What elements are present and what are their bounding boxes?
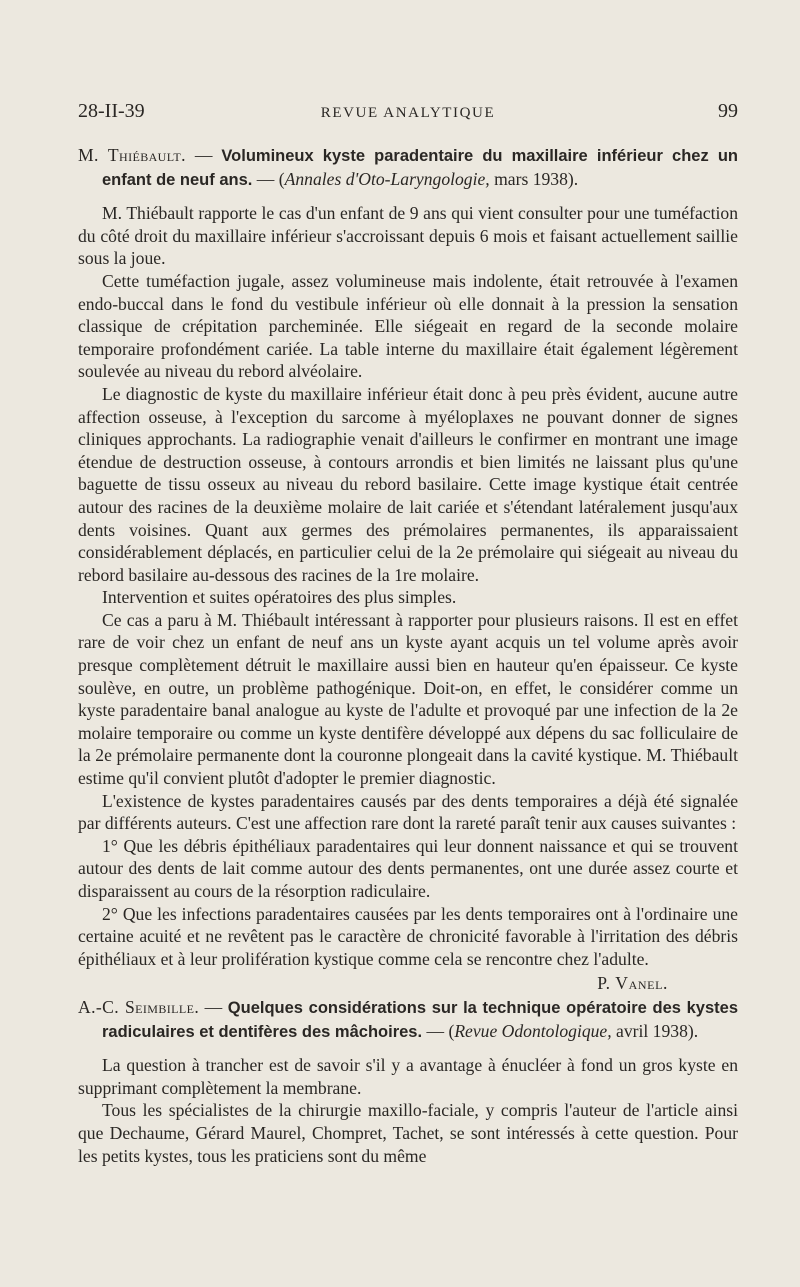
article-thiebault [78,144,738,995]
source-journal: Revue Odontologique, [454,1020,612,1041]
article-title: Volumineux kyste paradentaire du maxillaire inférieur chez un enfant de neuf ans. [102,147,738,189]
paragraph: Tous les spécialistes de la chirurgie maxillo-faciale, y compris l'auteur de l'article ainsi que Dechaume, Gérard Maurel, Chompret, Tachet, se sont intéressés à cette question. Pour les petits kystes, tous les praticiens sont du même [78,1100,738,1166]
reviewer-signature [78,972,738,995]
article-author: M. Thiébault. [78,145,186,165]
paragraph: Le diagnostic de kyste du maxillaire inférieur était donc à peu près évident, aucune autre affection osseuse, à l'exception du sarcome à myéloplaxes ne pouvant donner de signes cliniques approchants. La radiographie venait d'ailleurs le confirmer en montrant une image étendue de destruction osseuse, à contours arrondis et bien limités ne laissant plus qu'une baguette de tissu osseux au niveau du rebord basilaire. Cette image kystique était centrée autour des racines de la deuxième molaire de lait cariée et s'étendant latéralement jusqu'aux dents voisines. Quant aux germes des prémolaires permanentes, ils apparaissaient considérablement déplacés, en particulier celui de la 2e prémolaire qui siégeait au niveau du rebord basilaire au-dessous des racines de la 1re molaire. [78,383,738,585]
paragraph: Ce cas a paru à M. Thiébault intéressant à rapporter pour plusieurs raisons. Il est en effet rare de voir chez un enfant de neuf ans un kyste ayant acquis un tel volume après avoir presque complètement détruit le maxillaire aussi bien en hauteur qu'en épaisseur. Ce kyste soulève, en outre, un problème pathogénique. Doit-on, en effet, le considérer comme un kyste paradentaire banal analogue au kyste de l'adulte et provoqué par une infection de la 2e molaire temporaire ou comme un kyste dentifère développé aux dépens du sac folliculaire de la 2e prémolaire permanente dont la couronne plongeait dans la cavité kystique. M. Thiébault estime qu'il convient plutôt d'adopter le premier diagnostic. [78,609,738,789]
source-date: mars 1938). [489,168,579,189]
paragraph: La question à trancher est de savoir s'il y a avantage à énucléer à fond un gros kyste en supprimant complètement la membrane. [78,1055,738,1098]
article-author: A.-C. Seimbille. [78,997,200,1017]
heading-dash: — ( [252,168,285,189]
issue-date: 28-II-39 [78,100,145,122]
heading-dash: — ( [422,1020,455,1041]
journal-section-title: REVUE ANALYTIQUE [320,105,496,121]
heading-dash: — [185,145,222,165]
source-date: avril 1938). [611,1020,699,1041]
source-journal: Annales d'Oto-Laryngologie, [284,168,490,189]
article-heading [78,144,738,191]
page-number: 99 [718,100,738,122]
paragraph: Cette tuméfaction jugale, assez volumineuse mais indolente, était retrouvée à l'examen endo-buccal dans le fond du vestibule inférieur où elle donnait à la pression la sensation classique de crépitation parcheminée. Elle siégeait en regard de la seconde molaire temporaire profondément cariée. La table interne du maxillaire était également légèrement soulevée au niveau du rebord alvéolaire. [78,270,738,382]
heading-dash: — [199,997,228,1017]
article-title: Quelques considérations sur la technique opératoire des kystes radiculaires et dentifères des mâchoires. [102,999,738,1041]
paragraph: M. Thiébault rapporte le cas d'un enfant de 9 ans qui vient consulter pour une tuméfaction du côté droit du maxillaire inférieur s'accroissant depuis 6 mois et faisant actuellement saillie sous la joue. [78,203,738,269]
article-seimbille [78,996,738,1167]
reviewer-name: P. Vanel. [597,973,668,994]
paragraph: 1° Que les débris épithéliaux paradentaires qui leur donnent naissance et qui se trouvent autour des dents de lait comme autour des dents permanentes, ont une durée assez courte et disparaissent au cours de la résorption radiculaire. [78,835,738,901]
paragraph: L'existence de kystes paradentaires causés par des dents temporaires a déjà été signalée par différents auteurs. C'est une affection rare dont la rareté paraît tenir aux causes suivantes : [78,790,738,834]
running-head [78,100,738,128]
article-heading [78,996,738,1043]
paragraph: 2° Que les infections paradentaires causées par les dents temporaires ont à l'ordinaire une certaine acuité et ne revêtent pas le caractère de chronicité favorable à l'irritation des débris épithéliaux et à leur prolifération kystique comme cela se rencontre chez l'adulte. [78,903,738,969]
paragraph: Intervention et suites opératoires des plus simples. [102,587,457,608]
